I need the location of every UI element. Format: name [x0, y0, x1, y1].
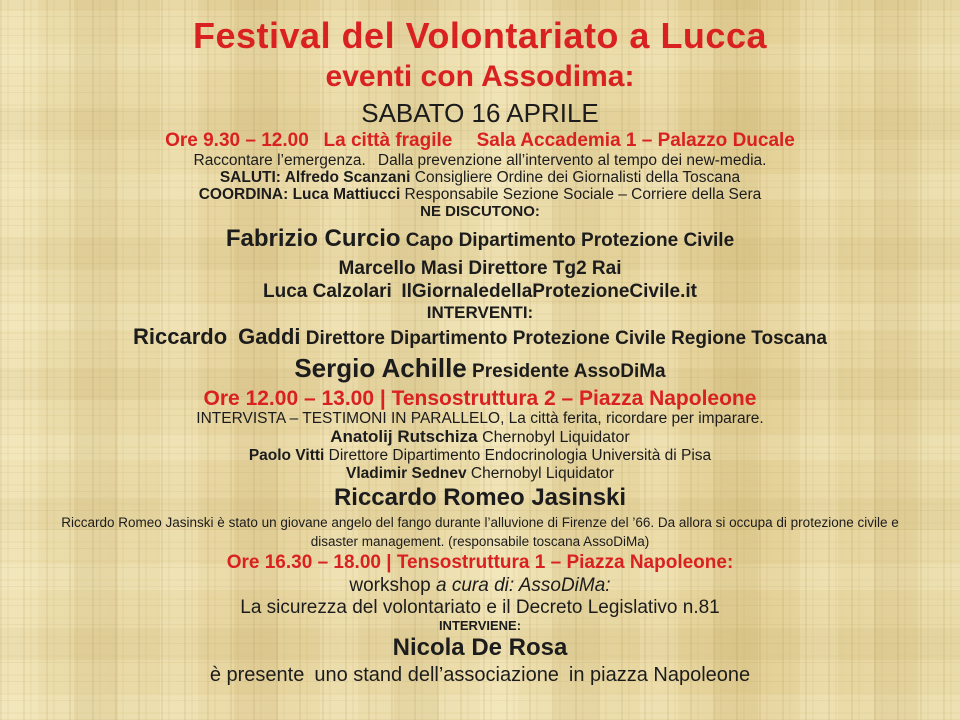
speaker-name: Anatolij Rutschiza	[330, 427, 478, 446]
session2-description: INTERVISTA – TESTIMONI IN PARALLELO, La città ferita, ricordare per imparare.	[196, 410, 764, 427]
date-heading: SABATO 16 APRILE	[361, 98, 599, 128]
slide-title: Festival del Volontariato a Lucca	[193, 15, 767, 56]
speaker-riccardo-romeo-jasinski: Riccardo Romeo Jasinski	[333, 484, 627, 511]
speaker-marcello-masi: Marcello Masi Direttore Tg2 Rai	[338, 258, 622, 279]
jasinski-bio: Riccardo Romeo Jasinski è stato un giovane angelo del fango durante l’alluvione di Firenze del ’66. Da allora si occupa di protezione civile e disaster management. (responsabile toscana AssoDiMa)	[61, 515, 899, 549]
speaker-luca-calzolari: Luca Calzolari IlGiornaledellaProtezioneCivile.it	[263, 281, 697, 302]
speaker-role: Direttore Dipartimento Protezione Civile Regione Toscana	[300, 328, 827, 349]
speaker-sergio-achille	[0, 353, 960, 388]
speaker-paolo-vitti	[0, 447, 960, 465]
speaker-role: Chernobyl Liquidator	[477, 429, 630, 446]
speaker-name: Riccardo Gaddi	[133, 324, 301, 349]
discutono-heading: NE DISCUTONO:	[420, 203, 540, 220]
speaker-vladimir-sednev	[0, 465, 960, 483]
speaker-role: Capo Dipartimento Protezione Civile	[400, 230, 735, 251]
speaker-role: Presidente AssoDiMa	[466, 361, 666, 382]
slide-subtitle: eventi con Assodima:	[325, 60, 635, 93]
interventi-heading: INTERVENTI:	[426, 303, 534, 322]
coordina-role: Responsabile Sezione Sociale – Corriere della Sera	[400, 186, 762, 203]
speaker-riccardo-gaddi	[0, 323, 960, 353]
workshop-organizer: a cura di: AssoDiMa:	[436, 575, 611, 596]
speaker-role: Direttore Dipartimento Endocrinologia Università di Pisa	[324, 447, 712, 464]
session1-description: Raccontare l’emergenza. Dalla prevenzione all’intervento al tempo dei new-media.	[193, 152, 767, 169]
speaker-name: Sergio Achille	[294, 353, 467, 383]
workshop-prefix: workshop	[349, 575, 436, 596]
session1-saluti	[0, 169, 960, 186]
workshop-line	[0, 574, 960, 597]
speaker-anatolij-rutschiza	[0, 427, 960, 447]
saluti-label: SALUTI: Alfredo Scanzani	[219, 169, 411, 186]
session2-header: Ore 12.00 – 13.00 | Tensostruttura 2 – Piazza Napoleone	[203, 387, 757, 410]
session3-header: Ore 16.30 – 18.00 | Tensostruttura 1 – Piazza Napoleone:	[226, 552, 734, 573]
coordina-label: COORDINA: Luca Mattiucci	[198, 186, 401, 203]
interviene-heading: INTERVIENE:	[438, 618, 522, 633]
saluti-role: Consigliere Ordine dei Giornalisti della Toscana	[410, 169, 741, 186]
speaker-role: Chernobyl Liquidator	[466, 465, 614, 482]
speaker-nicola-de-rosa: Nicola De Rosa	[392, 634, 568, 661]
workshop-title: La sicurezza del volontariato e il Decreto Legislativo n.81	[240, 597, 720, 618]
stand-note: è presente uno stand dell’associazione in piazza Napoleone	[209, 664, 751, 686]
speaker-fabrizio-curcio	[0, 224, 960, 257]
speaker-name: Fabrizio Curcio	[225, 225, 401, 252]
session1-coordina	[0, 186, 960, 203]
speaker-name: Vladimir Sednev	[346, 465, 467, 482]
speaker-name: Paolo Vitti	[248, 447, 325, 464]
session1-header: Ore 9.30 – 12.00 La città fragile Sala Accademia 1 – Palazzo Ducale	[165, 130, 795, 151]
